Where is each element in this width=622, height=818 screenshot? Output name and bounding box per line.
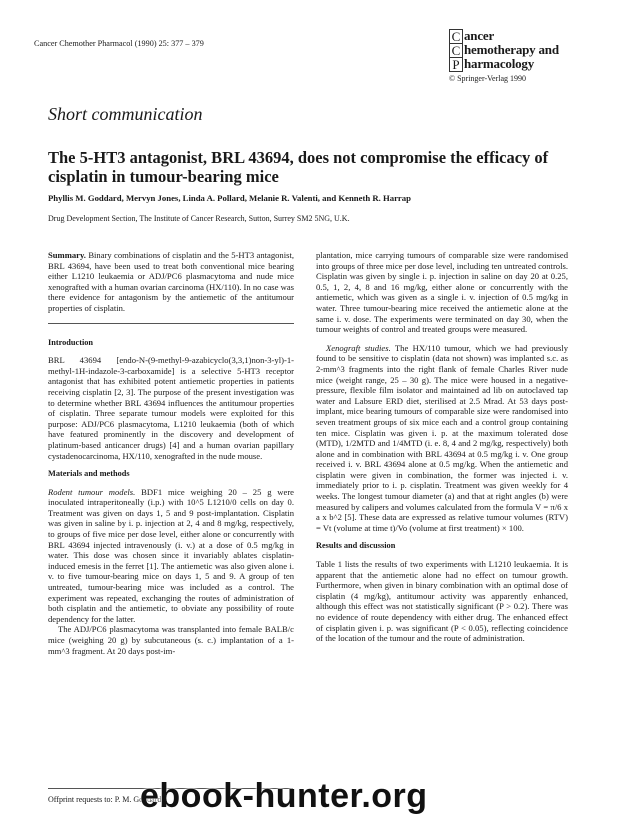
methods-continuation: plantation, mice carrying tumours of comparable size were randomised into groups of three mice per dose level, including ten untreated controls. Cisplatin was given by single i. p. injection in saline on day 20 at 0.25, 0.5, 1, 2, 4, 8 and 16 mg/kg, either alone or concurrently with the antiemetic, which was given as a single i. v. injection of 0.5 mg/kg in water. Three tumour-bearing mice received the antiemetic alone at the same i. v. dose. The experiments were terminated on day 30, when the tumour weights of control and treated groups were measured. bbox=[316, 250, 568, 335]
rodent-paragraph bbox=[48, 487, 294, 625]
xenograft-text: The HX/110 tumour, which we had previously found to be sensitive to cisplatin (data not shown) was implanted s.c. as 2-mm^3 fragments into the right flank of female Charles River nude mice (weight range, 25 – 30 g). The mice were housed in a negative-pressure, flexible film isolator and maintained ad lib on autoclaved tap water and Labsure ERD diet, sterilised at 2.5 Mrad. At 53 days post-implant, mice bearing tumours of comparable size were randomised into seven treatment groups of six mice each and a control group containing ten mice. Cisplatin was given i. p. at the maximum tolerated dose (MTD), 1/2MTD and 1/4MTD (i. e. 8, 4 and 2 mg/kg, respectively) both alone and in combination with BRL 43694 at 0.5 mg/kg i. v. One group received i. v. BRL 43694 alone at 0.5 mg/kg. When the antiemetic and cisplatin were given in combination, the former was injected i. v. immediately prior to i. p. cisplatin. Treatment was given weekly for 4 weeks. The longest tumour diameter (a) and that at right angles (b) were measured by calipers and volumes calculated from the formula V = π/6 x a x b^2 [5]. These data are expressed as relative tumour volumes (RTV) = Vt (volume at time t)/Vo (volume at first treatment) × 100. bbox=[316, 342, 568, 533]
logo-word: ancer bbox=[464, 28, 495, 43]
logo-cap-letter: C bbox=[449, 43, 463, 58]
summary-text: Binary combinations of cisplatin and the 5-HT3 antagonist, BRL 43694, have been used to treat both conventional mice bearing either L1210 leukaemia or ADJ/PC6 plasmacytoma and nude mice xenografted with a human ovarian carcinoma (HX/110). In no case was there evidence for antagonism by the antiemetic of the antitumour properties of cisplatin. bbox=[48, 250, 294, 313]
summary-label: Summary. bbox=[48, 250, 86, 260]
rodent-label: Rodent tumour models. bbox=[48, 486, 136, 497]
offprint-note: Offprint requests to: P. M. Goddard bbox=[48, 788, 293, 804]
journal-logo-line-3 bbox=[449, 57, 609, 71]
methods-heading: Materials and methods bbox=[48, 469, 130, 479]
publisher-copyright: © Springer-Verlag 1990 bbox=[449, 74, 527, 83]
article-title: The 5-HT3 antagonist, BRL 43694, does not compromise the efficacy of cisplatin in tumour-bearing mice bbox=[48, 148, 549, 186]
article-type: Short communication bbox=[48, 104, 203, 124]
xenograft-paragraph bbox=[316, 343, 568, 534]
rodent-text: BDF1 mice weighing 20 – 25 g were inoculated intraperitoneally (i.p.) with 10^5 L1210/0 cells on day 0. Treatment was given on days 1, 5 and 9 post-implantation. Cisplatin was given in saline by i. p. injection at 2, 4 and 8 mg/kg, respectively, to groups of five mice per dose level, either alone or concurrently with BRL 43694 injected intravenously (i. v.) at a dose of 0.5 mg/kg in water. This dose was chosen since it invariably ablates cisplatin-induced emesis in the ferret [1]. The antiemetic was also given alone i. v. to five tumour-bearing mice on days 1, 5 and 9. A group of ten untreated, tumour-bearing mice was included as a control. The experiment was repeated, exchanging the routes of administration of both cisplatin and the antiemetic, to obviate any possibility of route dependency for the latter. bbox=[48, 486, 294, 624]
affiliation: Drug Development Section, The Institute of Cancer Research, Sutton, Surrey SM2 5NG, U.K. bbox=[48, 214, 350, 223]
introduction-heading: Introduction bbox=[48, 337, 94, 347]
summary-paragraph bbox=[48, 250, 294, 314]
logo-word: harmacology bbox=[464, 56, 535, 71]
logo-cap-letter: C bbox=[449, 29, 463, 44]
introduction-text: BRL 43694 [endo-N-(9-methyl-9-azabicyclo(3,3,1)non-3-yl)-1-methyl-1H-indazole-3-carboxamide] is a selective 5-HT3 receptor antagonist that has exhibited potent antiemetic properties in patients receiving cisplatin [2, 3]. The purpose of the present investigation was to determine whether BRL 43694 influences the antitumour properties of cisplatin. Three separate tumour models were exploited for this purpose: ADJ/PC6 plasmacytoma, L1210 leukaemia (both of which have featured prominently in the discovery and development of platinum-based anticancer drugs) [4] and a human ovarian papillary cystadenocarcinoma, HX/110, xenografted in the nude mouse. bbox=[48, 355, 294, 461]
journal-logo bbox=[449, 29, 609, 83]
adj-paragraph: The ADJ/PC6 plasmacytoma was transplanted into female BALB/c mice (weighing 20 g) by subcutaneous (s. c.) implantation of a 1-mm^3 fragment. At 20 days post-im- bbox=[48, 624, 294, 656]
xenograft-label: Xenograft studies. bbox=[326, 342, 391, 353]
right-column bbox=[316, 250, 568, 644]
journal-citation: Cancer Chemother Pharmacol (1990) 25: 377 – 379 bbox=[34, 39, 204, 48]
logo-word: hemotherapy and bbox=[464, 42, 559, 57]
author-list: Phyllis M. Goddard, Mervyn Jones, Linda A. Pollard, Melanie R. Valenti, and Kenneth R. Harrap bbox=[48, 193, 411, 203]
results-heading: Results and discussion bbox=[316, 541, 396, 551]
results-text: Table 1 lists the results of two experiments with L1210 leukaemia. It is apparent that the antiemetic alone had no effect on tumour growth. Furthermore, when given in binary combination with an optimal dose of cisplatin (4 mg/kg), antitumour activity was apparently enhanced, although this effect was not statistically significant (P > 0.2). There was no evidence of route dependency with either drug. The enhanced effect of cisplatin given i. p. was significant (P < 0.05), reflecting coincidence of the location of the tumour and the route of administration. bbox=[316, 559, 568, 644]
section-divider bbox=[48, 323, 294, 324]
logo-cap-letter: P bbox=[449, 57, 463, 72]
watermark-text: ebook-hunter.org bbox=[140, 777, 428, 815]
journal-logo-line-2 bbox=[449, 43, 609, 57]
left-column bbox=[48, 250, 294, 656]
journal-logo-line-1 bbox=[449, 29, 609, 43]
